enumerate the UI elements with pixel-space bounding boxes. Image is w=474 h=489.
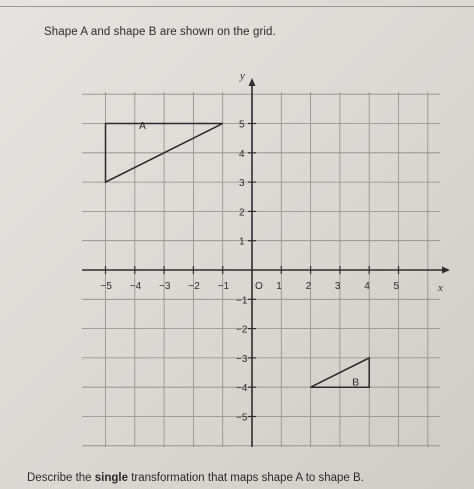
prompt-text-start: Describe the xyxy=(27,472,95,484)
shape-a-label: A xyxy=(139,120,147,133)
describe-prompt xyxy=(27,472,364,484)
x-tick-label: 4 xyxy=(364,281,370,292)
x-tick-label: −4 xyxy=(129,281,142,292)
x-tick-label: 3 xyxy=(334,281,341,292)
y-tick-label: −2 xyxy=(236,324,248,336)
prompt-text-end: transformation that maps shape A to shape B. xyxy=(128,472,364,484)
y-tick-label: 3 xyxy=(239,178,245,190)
x-tick-label: −1 xyxy=(217,281,230,292)
prompt-emphasis: single xyxy=(94,472,128,484)
question-text: Shape A and shape B are shown on the grid. xyxy=(44,26,276,38)
y-tick-label: −4 xyxy=(236,383,248,395)
y-tick-label: 4 xyxy=(239,148,245,160)
x-tick-label: 2 xyxy=(305,281,312,292)
y-tick-label: 5 xyxy=(239,119,245,131)
x-tick-label: 1 xyxy=(276,281,282,292)
y-tick-label: −1 xyxy=(236,295,248,307)
origin-label: O xyxy=(255,281,263,292)
x-tick-label: 5 xyxy=(393,281,400,292)
x-axis-label: x xyxy=(438,282,443,294)
y-tick-label: 1 xyxy=(239,236,245,248)
y-axis-arrow-icon xyxy=(249,78,256,86)
y-axis-label: y xyxy=(240,70,245,82)
y-tick-label: 2 xyxy=(239,207,245,219)
x-axis-arrow-icon xyxy=(442,267,450,274)
x-tick-label: −5 xyxy=(100,281,112,292)
y-tick-label: −3 xyxy=(236,353,248,365)
x-tick-label: −3 xyxy=(159,281,171,292)
y-tick-label: −5 xyxy=(236,412,248,424)
x-tick-label: −2 xyxy=(188,281,200,292)
shape-b-label: B xyxy=(352,376,360,389)
